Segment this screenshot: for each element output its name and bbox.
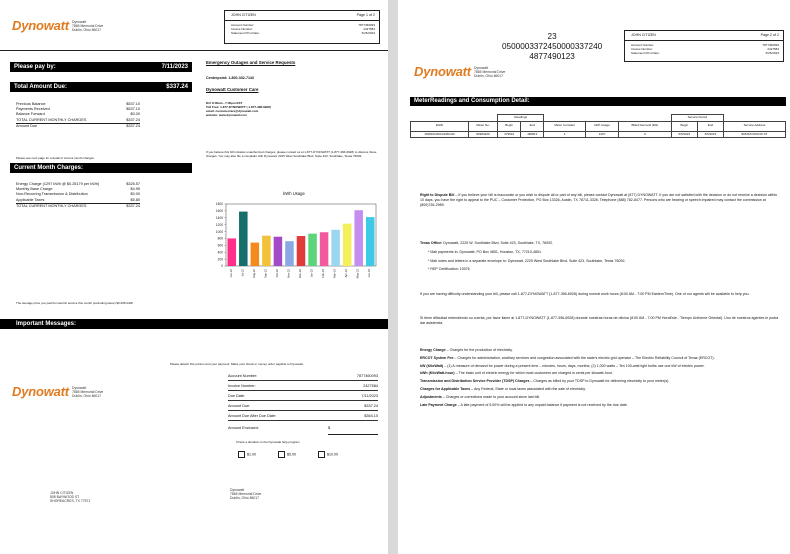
usage-bar [320,232,329,266]
usage-bar [354,210,363,266]
x-tick-label: Feb-23 [321,269,326,278]
charge-row: Non-Recurring Transmission & Distribution $0.00 [16,192,140,197]
company-logo-2: Dynowatt [414,64,471,79]
meter-readings-bar: MeterReadings and Consumption Detail: [410,97,786,106]
charge-row: TOTAL CURRENT MONTHLY CHARGES $337.24 [16,203,140,208]
x-tick-label: Aug-22 [251,269,256,279]
donation-10-checkbox[interactable] [318,451,325,458]
outages-title: Emergency Outages and Service Requests [206,60,296,65]
important-messages-bar: Important Messages: [0,319,388,329]
x-tick-label: Apr-23 [344,269,349,278]
coupon-amount-due: $337.24 [364,404,378,408]
y-tick-label: 1800 [215,202,223,207]
usage-bar [308,234,317,266]
meter-header-row: ESID Meter No. Begin End Meter Constant kWh Usage Billed Demand (kW) Begin End Service Address [411,121,786,131]
customer-care-title: Dynowatt Customer Care [206,87,259,92]
coupon-instruction: Please detach this portion and your payment. Make your check or money order payable to Dynowatt. [170,362,304,366]
company-address-2: Dynowatt 7865 Memorial Drive Dublin, Ohio 86017 [474,66,506,78]
x-tick-label: Jun-23 [367,269,372,278]
meter-data-row: 1008901019024123811100 82984409 479516 480813 1 1297 0 5/5/2023 6/5/2023 808 BAYWOOD ST [411,131,786,138]
coupon-invoice-number: 2427584 [363,384,378,388]
account-number: 7877460093 [358,23,375,27]
pay-by-date: 7/11/2023 [161,64,188,70]
x-tick-label: Jul-22 [240,269,245,277]
summary-row: Balance Forward $0.00 [16,112,140,117]
donation-options: $1.00 $5.00 $10.00 [238,451,338,458]
total-due-amount: $337.24 [166,84,188,90]
balance-summary [16,102,140,129]
x-tick-label: Mar-23 [332,269,337,278]
summary-row: TOTAL CURRENT MONTHLY CHARGES $337.24 [16,117,140,122]
account-info-box-2: JOHN CITIZEN Page 2 of 2 Account Number: Invoice Number: Statement Print Date: 7877460093 2427584 6/25/2023 [624,30,784,62]
usage-bar [251,243,260,266]
chart-title: kWh Usage [283,191,305,196]
company-logo: Dynowatt [12,18,69,33]
charge-row: Monthly Base Charge $4.95 [16,187,140,192]
centerpoint-phone: Centerpoint: 1-800-332-7143 [206,76,254,80]
definition-item: Late Payment Charge – A late payment of 5.00% will be applied to any unpaid balance if payment is not received by the due date. [420,402,628,407]
x-tick-label: Sep-22 [263,269,268,279]
unauthorized-charges-note: If you believe this bill includes unauthorized charges, please contact us at 1-877-DYNOWATT (1-877-396-6928) to discuss those charges. You may also file a complaint with Dynowatt, 2225 West Southlake Blvd, Suite 423, Southlake, Texas 76092. [206,150,377,158]
customer-care-info: M-F 8:00am - 7:00pm EST Toll Free: 1-877-DYNOWATT ( 1-877-398-6928) email: customercare@dynowatt.com website: www.dynowatt.com [206,101,271,117]
amount-enclosed-input[interactable]: $ [328,421,378,435]
summary-row: Amount Due $337.24 [16,123,140,128]
usage-bar-chart [204,200,384,288]
dispute-section: Right to Dispute Bill – If you believe your bill is inaccurate or you wish to dispute all or part of any bill, please contact Dynowatt at (877) DYNOWATT. If you are not satisfied with the decision or do not receive a decision within 10 days, you have the right to appeal to the PUC – Customer Protection, PO Box 13326, Austin, TX 78711-3326. Telephone (888) 782-8477. Persons who are hearing or speech impaired may contact the commission at (800)735-2989. [420,193,778,207]
current-charges-bar: Current Month Charges: [10,163,192,173]
charge-row: Energy Charge (1297 kWh @ $0.25179 per kWh) $326.57 [16,182,140,186]
x-tick-label: Nov-22 [286,269,291,279]
y-tick-label: 0 [221,264,223,269]
usage-bar [331,230,340,266]
definition-item: kW (KiloWatt) – (1) A measure of demand for power during a present time – minutes, hours, days, months; (2) 1,000 watts – Ten 100-watt light bulbs use one kW of electric power. [420,363,705,368]
x-tick-label: May-23 [355,269,360,279]
page-number: Page 1 of 2 [356,13,375,17]
payment-coupon: Account Number: 7877460093 Invoice Number: 2427584 Due Date: 7/11/2023 Amount Due: $337.24 Amount Due After Due Date: $364.10 Amount Enclosed: $ [228,371,378,435]
kwh-usage-chart [204,192,384,288]
definition-item: Transmission and Distribution Service Provider (TDSP) Charges – Charges as billed by your TDSP to Dynowatt for delivering electricity to your meter(s). [420,379,670,384]
y-tick-label: 800 [217,236,223,241]
definition-item: ERCOT System Fee – Charges for administration, ancillary services and congestion associated with the state's electric grid operator – The Electric Reliability Council of Texas (ERCOT). [420,355,715,360]
texas-office-section: Texas Office: Dynowatt, 2225 W. Southlake Blvd, Suite 423, Southlake, TX, 76092. * Mail payments to: Dynowatt, PO Box 4851, Houston, TX, 77210-4851. * Mail notes and letters in a separate envelope to: Dynowatt, 2225 West Southlake Blvd, Suite 423, Southlake, Texas 76092. * REP Certification: 10076 [420,241,626,272]
help-text: If you are having difficulty understanding your bill, please call 1-877-DYNOWATT (1-877-396-6928) during normal work hours (8:00 AM - 7:00 PM EasternTime). One of our agents will be available to help you. [420,292,750,296]
coupon-logo: Dynowatt [12,384,69,399]
average-price-note: The average price you paid for electric service this month (excluding taxes) $0.268 /kWh [16,301,134,305]
usage-bar [285,241,294,266]
x-tick-label: Jun-22 [228,269,233,278]
donation-text: Check a donation to the Dynowatt help program [236,440,300,444]
usage-bar [297,236,306,266]
bill-page-2 [398,0,790,554]
y-tick-label: 1000 [215,229,223,234]
coupon-account-number: 7877460093 [356,374,378,378]
y-tick-label: 200 [217,257,223,262]
total-due-bar: Total Amount Due: $337.24 [10,82,192,92]
account-info-box: JOHN CITIZEN Page 1 of 2 Account Number: Invoice Number: Statement Print Date: 7877460093 2427584 6/25/2023 [224,10,380,44]
donation-5-checkbox[interactable] [278,451,285,458]
account-holder-name: JOHN CITIZEN [231,13,256,17]
x-tick-label: Oct-22 [274,269,279,278]
y-tick-label: 1600 [215,209,223,214]
bill-page-1 [0,0,388,554]
coupon-late-amount: $364.10 [364,414,378,418]
company-address: Dynowatt 7865 Memorial Drive Dublin, Ohio 86017 [72,20,104,32]
next-page-note: Please see next page for a detail of current month charges [16,156,94,160]
definition-item: Adjustments – Charges or corrections made to your account since last bill. [420,394,541,399]
customer-address: JOHN CITIZEN 808 BAYWOOD ST SHOREACRES, TX 77571 [50,491,91,503]
coupon-due-date: 7/11/2023 [361,394,378,398]
definition-item: Charges for Applicable Taxes – Any Federal, State or local taxes associated with the sale of electricity. [420,386,586,391]
definitions-list [420,348,782,410]
usage-bar [343,224,352,266]
usage-bar [262,236,271,266]
meter-table [410,114,786,138]
meter-group-header: Readings Service Period [411,115,786,122]
remit-address: Dynowatt 7865 Memorial Drive Dublin, Ohio 86017 [230,488,262,500]
x-tick-label: Jan-23 [309,269,314,278]
charge-row: Applicable Taxes $5.80 [16,197,140,202]
statement-date: 6/25/2023 [361,31,375,35]
summary-row: Previous Balance $537.10 [16,102,140,106]
definition-item: kWh (KiloWatt-hour) – The basic unit of electric energy for which most customers are charged is cents per kilowatt-hour. [420,371,613,376]
current-charges-list [16,182,140,209]
y-tick-label: 1200 [215,222,223,227]
spanish-help-text: Si tiene dificultad entendiendo su cuenta, por favor llame al 1-877-DYNOWATT (1-877-396-6928) durante nuestras horas de oficina (8:00 AM - 7:00 PM HoraEste - Tiempo Uniforme Oriental). Uno de nuestros agentes le podra dar asistencia. [420,316,779,325]
y-tick-label: 1400 [215,215,223,220]
coupon-company-address: Dynowatt 7865 Memorial Drive Dublin, Ohio 86017 [72,386,104,398]
y-tick-label: 600 [217,243,223,248]
usage-bar [366,217,375,266]
usage-bar [274,237,283,266]
scan-line-block: 23 0500003372450000337240 4877490123 [502,32,603,61]
usage-bar [228,238,237,266]
donation-1-checkbox[interactable] [238,451,245,458]
pay-by-bar: Please pay by: 7/11/2023 [10,62,192,72]
summary-row: Payments Received $537.10 [16,107,140,112]
x-tick-label: Dec-22 [298,269,302,279]
usage-bar [239,212,248,266]
invoice-number: 2427584 [363,27,375,31]
definition-item: Energy Charge – Charges for the production of electricity. [420,348,513,352]
page-number-2: Page 2 of 2 [760,33,779,37]
y-tick-label: 400 [217,250,223,255]
